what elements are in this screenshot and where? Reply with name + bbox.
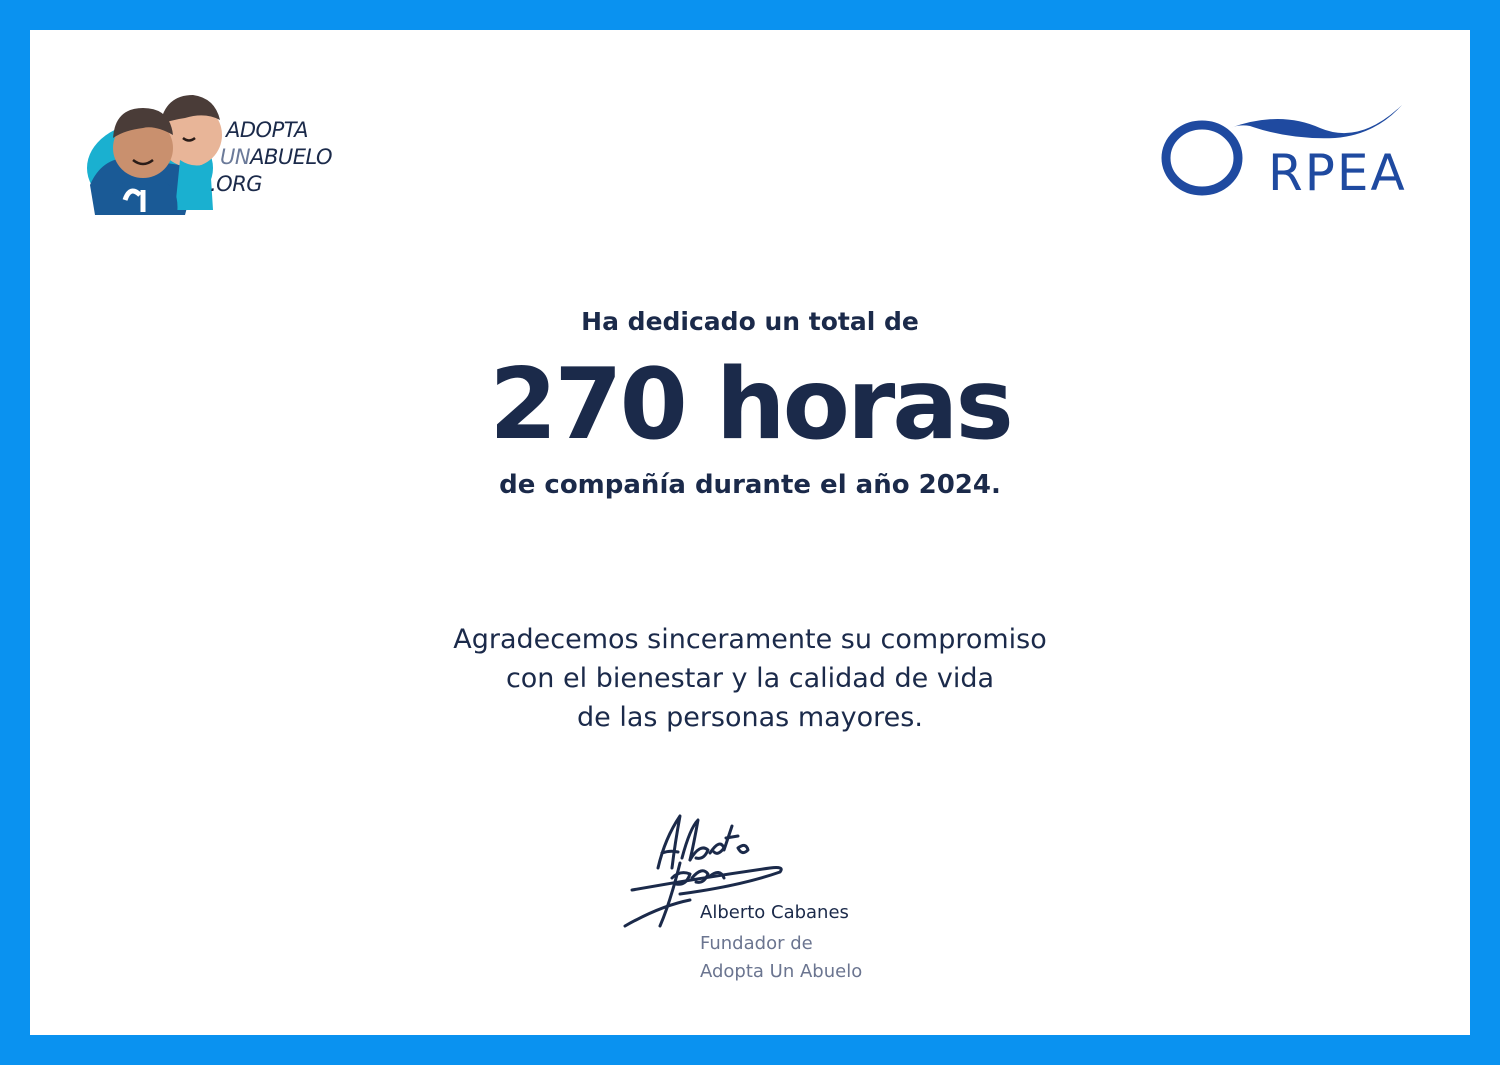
thanks-line-2: con el bienestar y la calidad de vida bbox=[505, 663, 995, 694]
adopta-un-abuelo-wordmark bbox=[210, 117, 332, 198]
thanks-line-3: de las personas mayores. bbox=[577, 702, 923, 733]
logo-line-1: ADOPTA bbox=[226, 118, 308, 142]
signatory-name: Alberto Cabanes bbox=[700, 902, 849, 923]
logo-line-2 bbox=[220, 144, 332, 171]
thanks-message bbox=[30, 620, 1470, 737]
signatory-role bbox=[700, 930, 862, 986]
thanks-line-1: Agradecemos sinceramente su compromiso bbox=[453, 624, 1047, 655]
intro-text: Ha dedicado un total de bbox=[581, 307, 919, 336]
orpea-logo bbox=[1160, 100, 1420, 200]
year-subtitle: de compañía durante el año 2024. bbox=[499, 470, 1001, 500]
signatory-role-line-1: Fundador de bbox=[700, 933, 813, 954]
signatory-role-line-2: Adopta Un Abuelo bbox=[700, 961, 863, 982]
certificate-card bbox=[30, 30, 1470, 1035]
hours-total: 270 horas bbox=[489, 348, 1011, 462]
orpea-wordmark: RPEA bbox=[1268, 144, 1407, 200]
logo-line-2b: ABUELO bbox=[250, 145, 333, 169]
logo-line-2a: UN bbox=[220, 145, 251, 169]
logo-line-3: .ORG bbox=[210, 172, 263, 196]
